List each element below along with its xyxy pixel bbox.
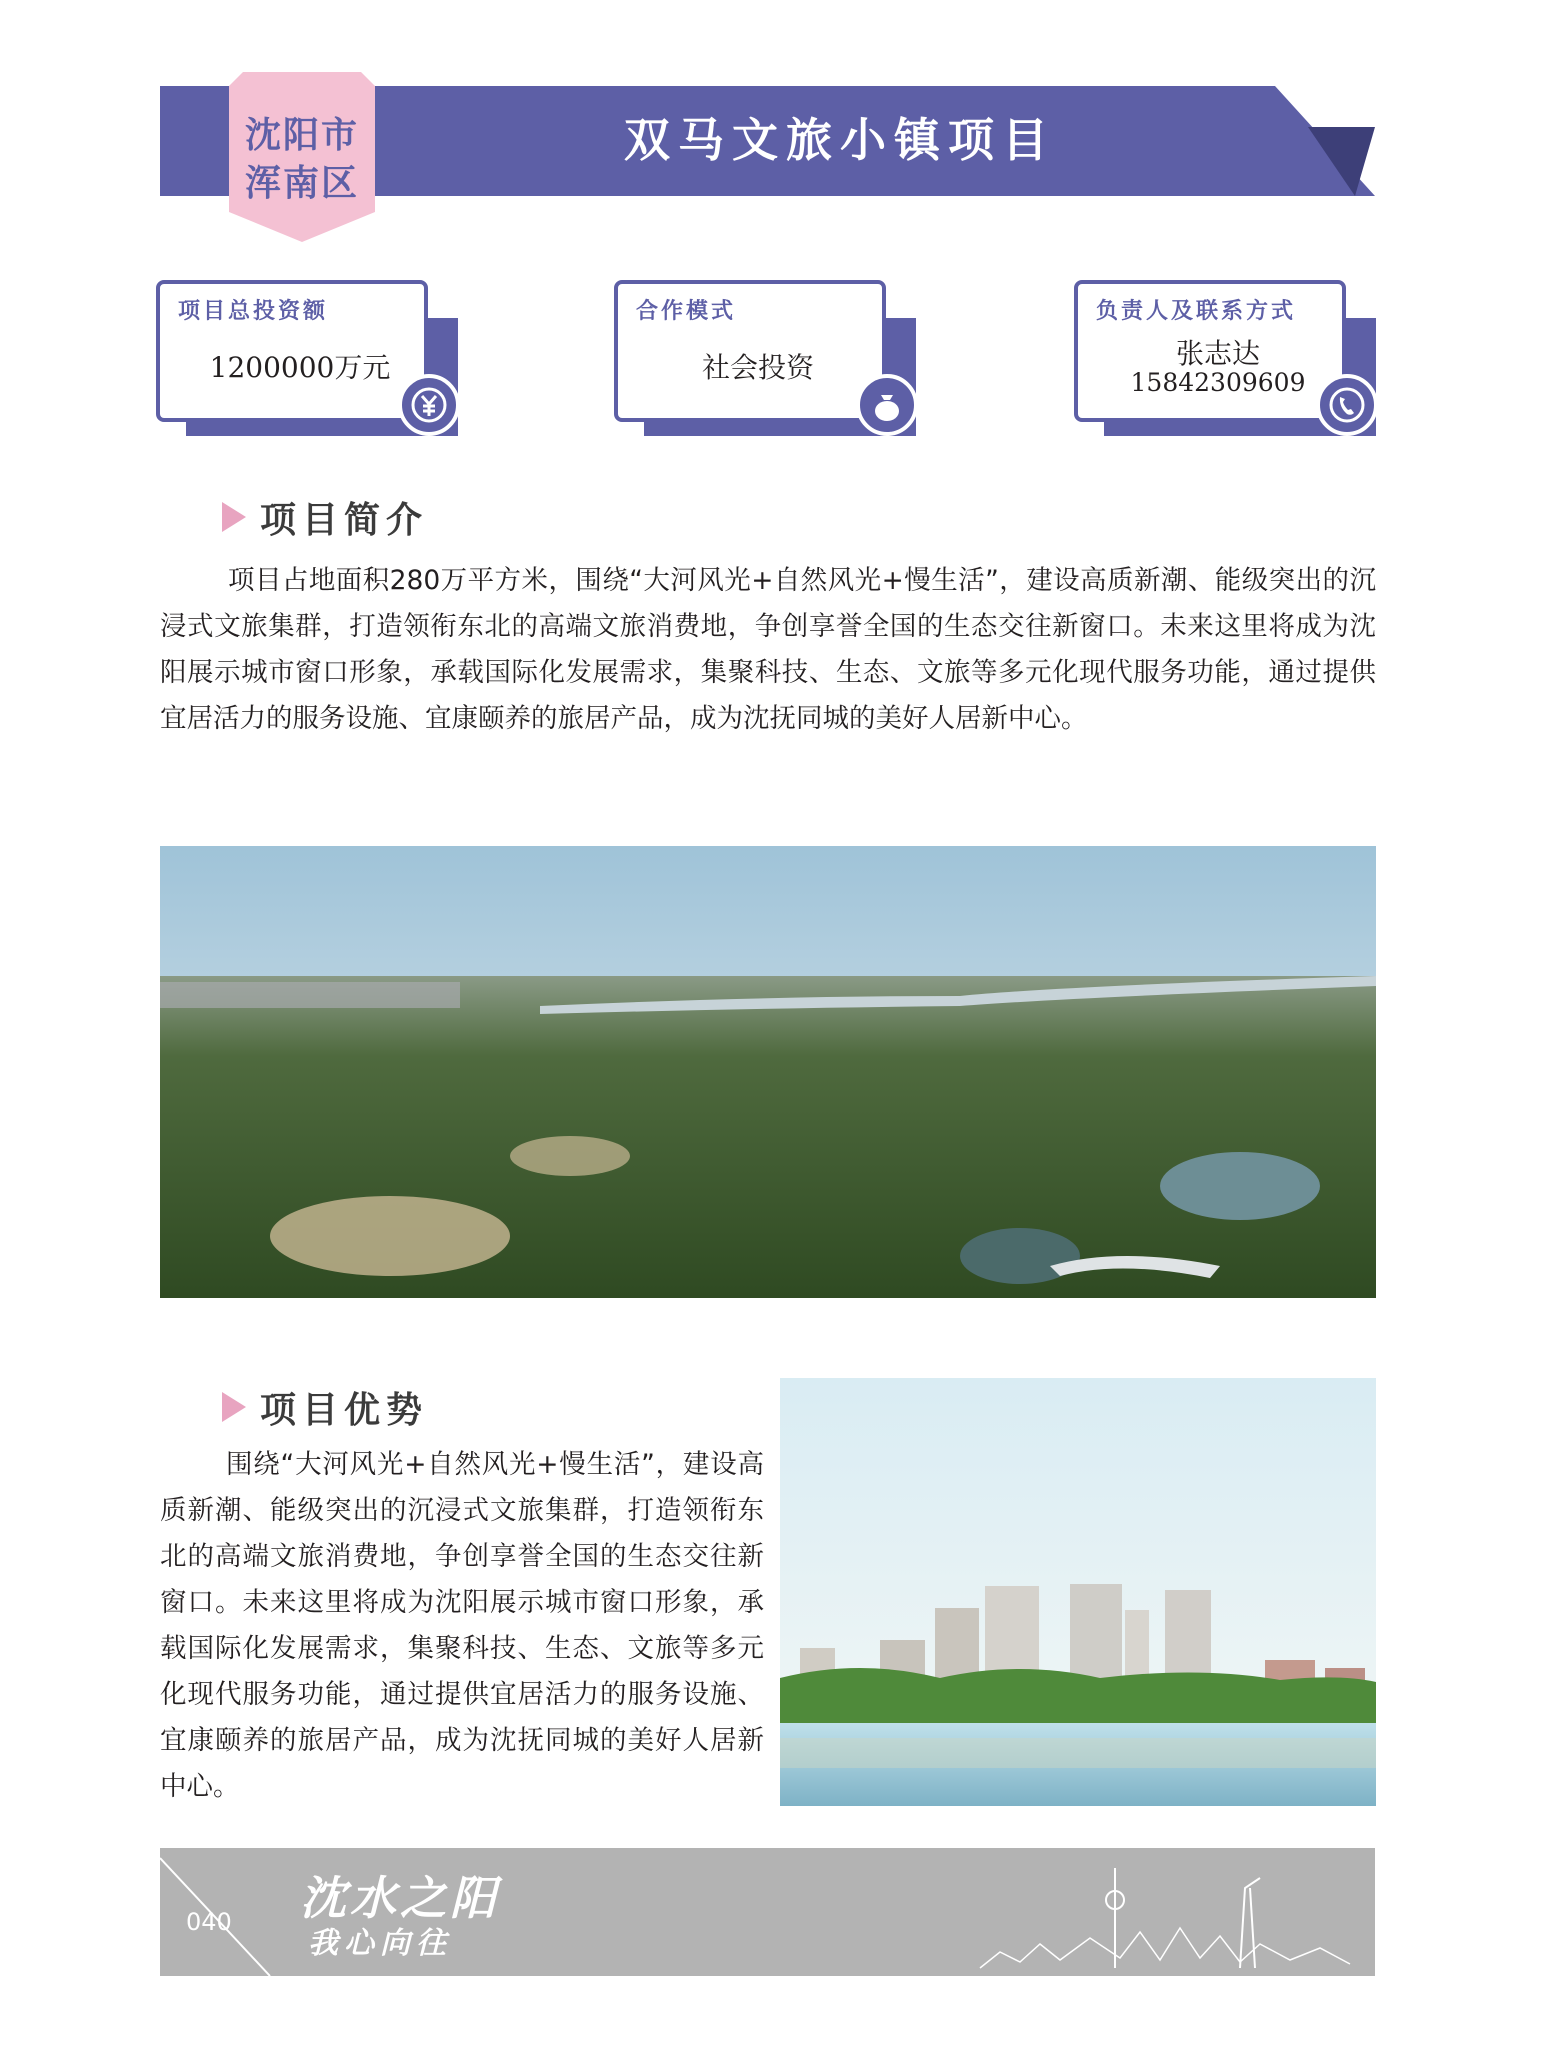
contact-phone: 15842309609 <box>1130 368 1306 397</box>
card-value: 1200000万元 <box>209 351 391 384</box>
card-box <box>614 280 886 422</box>
intro-heading <box>222 492 428 542</box>
region-label <box>229 112 375 208</box>
intro-paragraph: 项目占地面积280万平方米，围绕“大河风光+自然风光+慢生活”，建设高质新潮、能级突出的沉浸式文旅集群，打造领衔东北的高端文旅消费地，争创享誉全国的生态交往新窗口。未来这里将成为沈阳展示城市窗口形象，承载国际化发展需求，集聚科技、生态、文旅等多元化现代服务功能，通过提供宜居活力的服务设施、宜康颐养的旅居产品，成为沈抚同城的美好人居新中心。 <box>160 565 1376 734</box>
page-footer <box>160 1848 1375 1976</box>
card-label: 合作模式 <box>636 298 737 324</box>
card-value: 社会投资 <box>701 351 814 384</box>
slogan-line1: 沈水之阳 <box>300 1871 500 1925</box>
advantage-heading <box>222 1382 428 1432</box>
page-title: 双马文旅小镇项目 <box>624 113 1056 167</box>
region-city: 沈阳市 <box>244 115 359 156</box>
city-photo <box>780 1378 1376 1806</box>
aerial-photo <box>160 846 1376 1298</box>
contact-name: 张志达 <box>1175 337 1260 370</box>
triangle-bullet-icon <box>222 1392 246 1422</box>
card-box <box>156 280 428 422</box>
triangle-bullet-icon <box>222 502 246 532</box>
advantage-paragraph: 围绕“大河风光+自然风光+慢生活”，建设高质新潮、能级突出的沉浸式文旅集群，打造领衔东北的高端文旅消费地，争创享誉全国的生态交往新窗口。未来这里将成为沈阳展示城市窗口形象，承载国际化发展需求，集聚科技、生态、文旅等多元化现代服务功能，通过提供宜居活力的服务设施、宜康颐养的旅居产品，成为沈抚同城的美好人居新中心。 <box>160 1449 764 1802</box>
region-district: 浑南区 <box>244 163 359 204</box>
slogan-line2: 我心向往 <box>308 1926 452 1961</box>
card-label: 项目总投资额 <box>178 298 329 324</box>
investment-card <box>156 280 456 430</box>
cooperation-card <box>614 280 914 430</box>
money-bag-icon <box>856 374 918 436</box>
advantage-heading-text: 项目优势 <box>260 1389 429 1431</box>
phone-icon <box>1316 374 1378 436</box>
intro-heading-text: 项目简介 <box>260 499 429 541</box>
yuan-icon <box>398 374 460 436</box>
contact-card <box>1074 280 1374 430</box>
page-number: 040 <box>186 1908 232 1936</box>
card-box <box>1074 280 1346 422</box>
card-label: 负责人及联系方式 <box>1096 298 1297 324</box>
